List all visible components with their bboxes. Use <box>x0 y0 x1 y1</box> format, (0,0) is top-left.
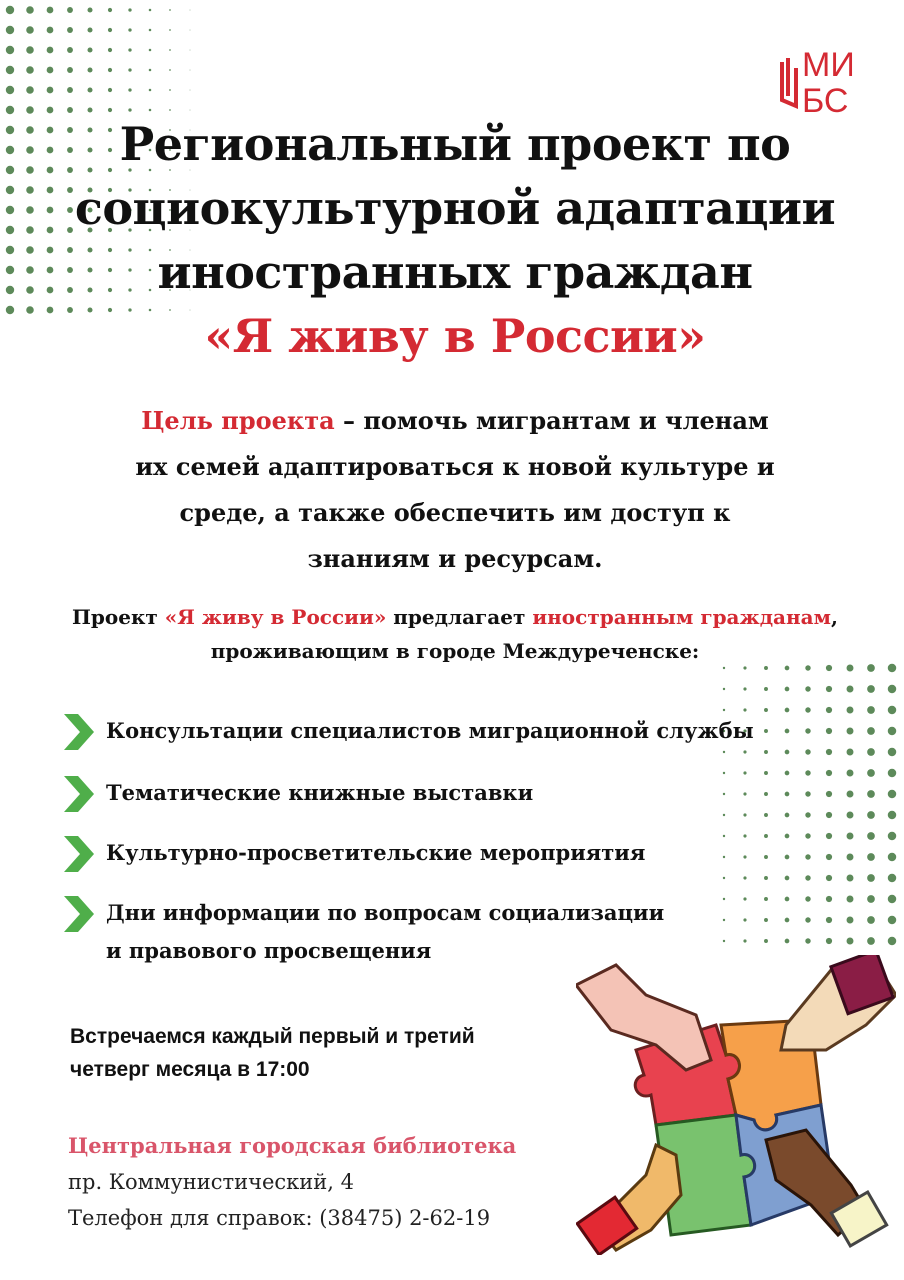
decor-dot <box>87 87 92 92</box>
library-address: пр. Коммунистический, 4 <box>68 1170 354 1194</box>
decor-dot <box>764 813 768 817</box>
title-line-3: иностранных граждан <box>157 245 753 299</box>
contacts-block <box>68 1128 516 1236</box>
decor-dot <box>47 27 54 34</box>
decor-dot <box>6 66 14 74</box>
goal-label: Цель проекта <box>141 406 335 435</box>
offer-prefix: Проект <box>72 605 165 629</box>
decor-dot <box>26 106 34 114</box>
decor-dot <box>805 749 810 754</box>
decor-dot <box>6 306 14 314</box>
decor-dot <box>826 917 832 923</box>
decor-dot <box>826 770 832 776</box>
offer-line-2: проживающим в городе Междуреченске: <box>210 639 700 663</box>
dot-pattern-right <box>714 658 904 958</box>
decor-dot <box>743 792 746 795</box>
project-goal <box>60 398 850 582</box>
decor-dot <box>888 811 896 819</box>
decor-dot <box>67 47 73 53</box>
decor-dot <box>805 854 810 859</box>
decor-dot <box>785 687 790 692</box>
decor-dot <box>805 812 810 817</box>
decor-dot <box>6 166 14 174</box>
goal-text-1: – помочь мигрантам и членам <box>334 406 769 435</box>
decor-dot <box>867 769 875 777</box>
decor-dot <box>149 89 152 92</box>
chevron-right-icon <box>62 894 96 934</box>
decor-dot <box>149 69 152 72</box>
decor-dot <box>47 87 54 94</box>
goal-text-2: их семей адаптироваться к новой культуре и <box>135 452 775 481</box>
offer-project-name: «Я живу в России» <box>164 605 387 629</box>
decor-dot <box>867 748 875 756</box>
list-item-text: Тематические книжные выставки <box>106 780 534 805</box>
decor-dot <box>785 750 790 755</box>
decor-dot <box>826 875 832 881</box>
decor-dot <box>108 48 112 52</box>
goal-text-3: среде, а также обеспечить им доступ к <box>179 498 731 527</box>
meeting-line-2: четверг месяца в 17:00 <box>70 1058 310 1081</box>
decor-dot <box>764 918 768 922</box>
decor-dot <box>723 835 725 837</box>
list-item-text: Культурно-просветительские мероприятия <box>106 840 646 865</box>
decor-dot <box>6 86 14 94</box>
decor-dot <box>87 7 92 12</box>
decor-dot <box>847 896 854 903</box>
decor-dot <box>108 88 112 92</box>
decor-dot <box>847 749 854 756</box>
decor-dot <box>6 226 14 234</box>
decor-dot <box>128 8 131 11</box>
decor-dot <box>190 70 191 71</box>
decor-dot <box>128 48 131 51</box>
decor-dot <box>764 897 768 901</box>
decor-dot <box>6 186 14 194</box>
decor-dot <box>6 286 14 294</box>
decor-dot <box>888 874 896 882</box>
decor-dot <box>26 206 34 214</box>
decor-dot <box>128 28 131 31</box>
decor-dot <box>26 266 34 274</box>
decor-dot <box>764 771 768 775</box>
decor-dot <box>47 47 54 54</box>
decor-dot <box>6 106 14 114</box>
decor-dot <box>847 875 854 882</box>
decor-dot <box>888 706 896 714</box>
decor-dot <box>764 855 768 859</box>
list-item-text-2: и правового просвещения <box>106 938 432 963</box>
decor-dot <box>888 748 896 756</box>
decor-dot <box>743 876 746 879</box>
decor-dot <box>26 186 34 194</box>
decor-dot <box>128 88 131 91</box>
decor-dot <box>128 68 131 71</box>
title-slogan: «Я живу в России» <box>204 309 706 363</box>
decor-dot <box>723 688 725 690</box>
decor-dot <box>888 769 896 777</box>
offer-suffix: , <box>830 605 838 629</box>
decor-dot <box>888 916 896 924</box>
decor-dot <box>847 938 854 945</box>
chevron-right-icon <box>62 834 96 874</box>
decor-dot <box>723 856 725 858</box>
decor-dot <box>26 46 34 54</box>
decor-dot <box>867 916 875 924</box>
decor-dot <box>743 855 746 858</box>
decor-dot <box>87 27 92 32</box>
decor-dot <box>805 791 810 796</box>
decor-dot <box>26 66 34 74</box>
decor-dot <box>764 708 768 712</box>
decor-dot <box>169 89 171 91</box>
decor-dot <box>108 68 112 72</box>
decor-dot <box>190 50 191 51</box>
meeting-line-1: Встречаемся каждый первый и третий <box>70 1025 475 1048</box>
decor-dot <box>785 876 790 881</box>
decor-dot <box>805 728 810 733</box>
goal-text-4: знаниям и ресурсам. <box>307 544 603 573</box>
decor-dot <box>847 833 854 840</box>
decor-dot <box>6 46 14 54</box>
decor-dot <box>764 876 768 880</box>
decor-dot <box>888 895 896 903</box>
decor-dot <box>190 90 191 91</box>
decor-dot <box>67 87 73 93</box>
decor-dot <box>826 749 832 755</box>
decor-dot <box>867 832 875 840</box>
decor-dot <box>847 854 854 861</box>
decor-dot <box>785 897 790 902</box>
decor-dot <box>805 770 810 775</box>
decor-dot <box>743 834 746 837</box>
decor-dot <box>26 126 34 134</box>
library-phone: Телефон для справок: (38475) 2-62-19 <box>68 1206 491 1230</box>
decor-dot <box>723 877 725 879</box>
decor-dot <box>723 751 725 753</box>
decor-dot <box>826 896 832 902</box>
decor-dot <box>764 750 768 754</box>
decor-dot <box>785 792 790 797</box>
decor-dot <box>888 790 896 798</box>
decor-dot <box>888 832 896 840</box>
decor-dot <box>805 707 810 712</box>
decor-dot <box>26 306 34 314</box>
chevron-right-icon <box>62 774 96 814</box>
decor-dot <box>743 771 746 774</box>
decor-dot <box>764 792 768 796</box>
decor-dot <box>26 286 34 294</box>
offer-middle: предлагает <box>386 605 533 629</box>
decor-dot <box>743 813 746 816</box>
decor-dot <box>723 793 725 795</box>
decor-dot <box>6 146 14 154</box>
page-title <box>40 112 870 368</box>
decor-dot <box>826 791 832 797</box>
decor-dot <box>826 707 832 713</box>
decor-dot <box>805 833 810 838</box>
library-name: Центральная городская библиотека <box>68 1133 517 1158</box>
decor-dot <box>149 49 152 52</box>
decor-dot <box>867 685 875 693</box>
decor-dot <box>847 707 854 714</box>
decor-dot <box>26 6 34 14</box>
decor-dot <box>67 67 73 73</box>
decor-dot <box>867 874 875 882</box>
decor-dot <box>826 728 832 734</box>
decor-dot <box>169 29 171 31</box>
decor-dot <box>867 937 875 945</box>
decor-dot <box>26 86 34 94</box>
decor-dot <box>785 771 790 776</box>
decor-dot <box>67 7 73 13</box>
decor-dot <box>805 686 810 691</box>
chevron-right-icon <box>62 712 96 752</box>
decor-dot <box>764 687 768 691</box>
decor-dot <box>169 69 171 71</box>
decor-dot <box>888 727 896 735</box>
decor-dot <box>723 814 725 816</box>
decor-dot <box>190 110 191 111</box>
decor-dot <box>785 729 790 734</box>
decor-dot <box>785 708 790 713</box>
decor-dot <box>805 938 810 943</box>
decor-dot <box>743 687 746 690</box>
decor-dot <box>149 29 152 32</box>
decor-dot <box>6 266 14 274</box>
decor-dot <box>26 246 34 254</box>
decor-dot <box>847 770 854 777</box>
decor-dot <box>847 686 854 693</box>
decor-dot <box>867 811 875 819</box>
decor-dot <box>867 727 875 735</box>
decor-dot <box>108 8 112 12</box>
decor-dot <box>149 109 152 112</box>
decor-dot <box>867 790 875 798</box>
decor-dot <box>723 709 725 711</box>
decor-dot <box>826 812 832 818</box>
decor-dot <box>108 28 112 32</box>
decor-dot <box>169 49 171 51</box>
decor-dot <box>785 918 790 923</box>
decor-dot <box>826 854 832 860</box>
decor-dot <box>149 9 152 12</box>
decor-dot <box>6 126 14 134</box>
decor-dot <box>87 47 92 52</box>
decor-dot <box>888 853 896 861</box>
decor-dot <box>26 26 34 34</box>
decor-dot <box>764 729 768 733</box>
logo-text-bottom: БС <box>802 82 849 120</box>
decor-dot <box>190 10 191 11</box>
decor-dot <box>826 938 832 944</box>
decor-dot <box>6 26 14 34</box>
decor-dot <box>867 706 875 714</box>
decor-dot <box>888 937 896 945</box>
decor-dot <box>723 940 725 942</box>
decor-dot <box>847 812 854 819</box>
puzzle-hands-illustration <box>576 955 896 1255</box>
decor-dot <box>190 30 191 31</box>
decor-dot <box>847 791 854 798</box>
decor-dot <box>743 897 746 900</box>
decor-dot <box>826 686 832 692</box>
decor-dot <box>6 246 14 254</box>
decor-dot <box>785 834 790 839</box>
decor-dot <box>169 109 171 111</box>
decor-dot <box>743 939 746 942</box>
offer-intro <box>20 600 890 668</box>
decor-dot <box>6 6 14 14</box>
meeting-schedule <box>70 1020 475 1086</box>
decor-dot <box>805 875 810 880</box>
decor-dot <box>723 898 725 900</box>
decor-dot <box>785 939 790 944</box>
decor-dot <box>723 919 725 921</box>
decor-dot <box>826 833 832 839</box>
decor-dot <box>67 27 73 33</box>
decor-dot <box>26 226 34 234</box>
decor-dot <box>805 896 810 901</box>
decor-dot <box>169 9 171 11</box>
offer-audience: иностранным гражданам <box>532 605 831 629</box>
list-item-text: Консультации специалистов миграционной службы <box>106 718 754 743</box>
decor-dot <box>87 67 92 72</box>
title-line-2: социокультурной адаптации <box>74 181 836 235</box>
decor-dot <box>867 895 875 903</box>
decor-dot <box>26 166 34 174</box>
decor-dot <box>785 813 790 818</box>
logo-text-top: МИ <box>802 46 855 84</box>
decor-dot <box>47 67 54 74</box>
decor-dot <box>805 917 810 922</box>
mibs-logo <box>776 40 876 120</box>
decor-dot <box>6 206 14 214</box>
decor-dot <box>764 939 768 943</box>
decor-dot <box>764 834 768 838</box>
title-line-1: Региональный проект по <box>119 117 791 171</box>
decor-dot <box>743 918 746 921</box>
decor-dot <box>785 855 790 860</box>
decor-dot <box>26 146 34 154</box>
decor-dot <box>47 7 54 14</box>
decor-dot <box>847 917 854 924</box>
decor-dot <box>847 728 854 735</box>
decor-dot <box>723 772 725 774</box>
decor-dot <box>743 750 746 753</box>
decor-dot <box>888 685 896 693</box>
decor-dot <box>867 853 875 861</box>
list-item-text: Дни информации по вопросам социализации <box>106 900 665 925</box>
